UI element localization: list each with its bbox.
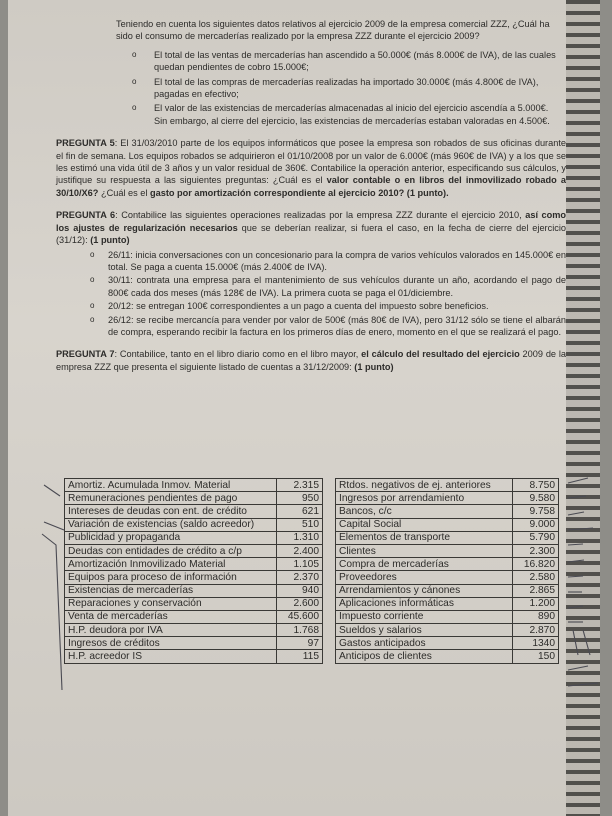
account-value: 8.750 — [513, 479, 559, 492]
question-6-label: PREGUNTA 6 — [56, 210, 116, 221]
account-name: Proveedores — [336, 571, 513, 584]
table-row — [65, 544, 323, 557]
account-name: Sueldos y salarios — [336, 624, 513, 637]
pen-tick — [44, 522, 64, 530]
account-value: 1.310 — [277, 531, 323, 544]
table-row — [336, 597, 559, 610]
account-name: Capital Social — [336, 518, 513, 531]
question-7-bold: el cálculo del resultado del ejercicio — [361, 349, 520, 360]
account-value: 2.600 — [277, 597, 323, 610]
question-6-text: que se deberían realizar, si fuera el caso, en la fecha de cierre del ejercicio (31/12): — [56, 222, 567, 246]
accounts-table-right — [335, 478, 559, 664]
account-name: Deudas con entidades de crédito a c/p — [65, 544, 277, 557]
document-page — [8, 0, 600, 816]
question-7-label: PREGUNTA 7 — [56, 349, 115, 360]
table-row — [65, 610, 323, 623]
account-name: Arrendamientos y cánones — [336, 584, 513, 597]
question-5-bold: gasto por amortización correspondiente al ejercicio 2010? (1 punto). — [149, 187, 449, 198]
table-row — [65, 558, 323, 571]
question-7-text: : Contabilice, tanto en el libro diario como en el libro mayor, — [114, 349, 362, 360]
account-value: 2.300 — [513, 544, 559, 557]
account-name: Elementos de transporte — [336, 531, 513, 544]
document-body — [56, 18, 566, 373]
account-value: 2.370 — [277, 571, 323, 584]
question-6-bold: (1 punto) — [90, 235, 130, 246]
operation-item: o 26/11: inicia conversaciones con un concesionario para la compra de varios vehículos valorados en 145.000€ en total. Se paga a cuenta 15.000€ (más 2.400€ de IVA). — [108, 249, 566, 274]
operation-item: o 26/12: se recibe mercancía para vender por valor de 500€ (más 80€ de IVA), pero 31/12 sólo se tiene el albarán de compra, esperando recibir la factura en los primeros días de enero, momento en el que se realizará el pago. — [108, 314, 566, 339]
table-row — [336, 624, 559, 637]
intro-item: o El total de las ventas de mercaderías han ascendido a 50.000€ (más 8.000€ de IVA), de las cuales quedan pendientes de cobro 15.000€; — [144, 49, 560, 74]
account-value: 9.000 — [513, 518, 559, 531]
table-row — [336, 637, 559, 650]
account-name: Reparaciones y conservación — [65, 597, 277, 610]
account-name: H.P. acreedor IS — [65, 650, 277, 663]
account-name: Rtdos. negativos de ej. anteriores — [336, 479, 513, 492]
account-value: 621 — [277, 505, 323, 518]
account-name: Ingresos por arrendamiento — [336, 492, 513, 505]
pen-bracket — [42, 534, 62, 690]
intro-question — [56, 18, 566, 127]
question-6-bold: así como los ajustes de regularización necesarios — [56, 210, 566, 233]
operation-item: o 30/11: contrata una empresa para el mantenimiento de sus vehículos durante un año, acordando el pago de 800€ cada dos meses (más 128€ de IVA). La primera cuota se paga el 01/diciembre. — [108, 274, 566, 299]
table-row — [336, 479, 559, 492]
table-row — [65, 479, 323, 492]
account-value: 1340 — [513, 637, 559, 650]
table-row — [65, 597, 323, 610]
account-value: 950 — [277, 492, 323, 505]
table-row — [336, 518, 559, 531]
table-row — [65, 571, 323, 584]
question-7-bold: (1 punto) — [354, 361, 394, 372]
account-name: Aplicaciones informáticas — [336, 597, 513, 610]
table-row — [65, 531, 323, 544]
account-value: 97 — [277, 637, 323, 650]
intro-list — [116, 49, 560, 127]
account-name: Variación de existencias (saldo acreedor) — [65, 518, 277, 531]
question-5-text: ¿Cuál es el — [98, 187, 150, 198]
table-row — [336, 584, 559, 597]
account-name: Ingresos de créditos — [65, 637, 277, 650]
pen-tick — [44, 485, 60, 496]
account-value: 2.400 — [277, 544, 323, 557]
account-value: 150 — [513, 650, 559, 663]
question-5-text: : El 31/03/2010 parte de los equipos informáticos que posee la empresa son robados de sus oficinas durante el fin de semana. Los equipos robados se adquirieron el 01/10/2008 por un valor de 6.000€ (más 960€ de IVA) y a los que se les estimó una vida útil de 3 años y un valor residual de 360€. Contabilice la operación anterior, especificando sus cálculos, y justifique su respuesta a las siguientes preguntas: ¿Cuál es el — [56, 138, 567, 186]
account-name: Clientes — [336, 544, 513, 557]
intro-text: Teniendo en cuenta los siguientes datos relativos al ejercicio 2009 de la empresa comercial ZZZ, ¿Cuál ha sido el consumo de mercaderías realizado por la empresa ZZZ durante el ejercicio 2009? — [116, 19, 550, 42]
table-row — [65, 505, 323, 518]
intro-item: o El total de las compras de mercaderías realizadas ha importado 30.000€ (más 4.800€ de IVA), pagadas en efectivo; — [144, 76, 560, 101]
account-name: Amortización Inmovilizado Material — [65, 558, 277, 571]
table-row — [65, 518, 323, 531]
account-name: Remuneraciones pendientes de pago — [65, 492, 277, 505]
account-name: Bancos, c/c — [336, 505, 513, 518]
account-value: 2.865 — [513, 584, 559, 597]
table-row — [336, 531, 559, 544]
question-6 — [56, 209, 566, 338]
account-value: 115 — [277, 650, 323, 663]
operation-item: o 20/12: se entregan 100€ correspondientes a un pago a cuenta del impuesto sobre beneficios. — [108, 300, 566, 312]
question-7-text: 2009 de la empresa ZZZ que presenta el siguiente listado de cuentas a 31/12/2009: — [56, 349, 566, 372]
question-5-label: PREGUNTA 5 — [56, 138, 115, 149]
question-5-bold: valor contable o en libros del inmovilizado robado a 30/10/X6? — [56, 175, 566, 198]
account-value: 16.820 — [513, 558, 559, 571]
account-value: 510 — [277, 518, 323, 531]
table-row — [336, 492, 559, 505]
table-row — [336, 610, 559, 623]
account-name: Venta de mercaderías — [65, 610, 277, 623]
account-value: 1.768 — [277, 624, 323, 637]
spiral-binding — [566, 0, 600, 816]
account-value: 5.790 — [513, 531, 559, 544]
table-row — [336, 505, 559, 518]
table-row — [65, 584, 323, 597]
account-value: 2.580 — [513, 571, 559, 584]
intro-item: o El valor de las existencias de mercaderías almacenadas al inicio del ejercicio ascendía a 5.000€. Sin embargo, al cierre del ejercicio, las existencias de mercaderías estaban valoradas en 4.500€. — [144, 102, 560, 127]
account-value: 2.315 — [277, 479, 323, 492]
account-value: 1.200 — [513, 597, 559, 610]
account-name: H.P. deudora por IVA — [65, 624, 277, 637]
account-name: Anticipos de clientes — [336, 650, 513, 663]
account-name: Amortiz. Acumulada Inmov. Material — [65, 479, 277, 492]
accounts-table-left — [64, 478, 323, 664]
table-row — [65, 637, 323, 650]
table-row — [65, 650, 323, 663]
table-row — [336, 558, 559, 571]
question-6-list — [56, 249, 566, 339]
account-name: Publicidad y propaganda — [65, 531, 277, 544]
table-row — [65, 492, 323, 505]
account-name: Compra de mercaderías — [336, 558, 513, 571]
account-name: Equipos para proceso de información — [65, 571, 277, 584]
account-value: 1.105 — [277, 558, 323, 571]
account-name: Gastos anticipados — [336, 637, 513, 650]
account-name: Impuesto corriente — [336, 610, 513, 623]
account-value: 890 — [513, 610, 559, 623]
account-name: Intereses de deudas con ent. de crédito — [65, 505, 277, 518]
account-name: Existencias de mercaderías — [65, 584, 277, 597]
table-row — [336, 571, 559, 584]
account-value: 2.870 — [513, 624, 559, 637]
table-row — [336, 544, 559, 557]
question-5 — [56, 137, 566, 199]
table-row — [336, 650, 559, 663]
question-7 — [56, 348, 566, 373]
account-value: 940 — [277, 584, 323, 597]
table-row — [65, 624, 323, 637]
account-value: 9.758 — [513, 505, 559, 518]
question-6-text: : Contabilice las siguientes operaciones realizadas por la empresa ZZZ durante el ejercicio 2010, — [115, 210, 526, 221]
account-value: 45.600 — [277, 610, 323, 623]
account-value: 9.580 — [513, 492, 559, 505]
